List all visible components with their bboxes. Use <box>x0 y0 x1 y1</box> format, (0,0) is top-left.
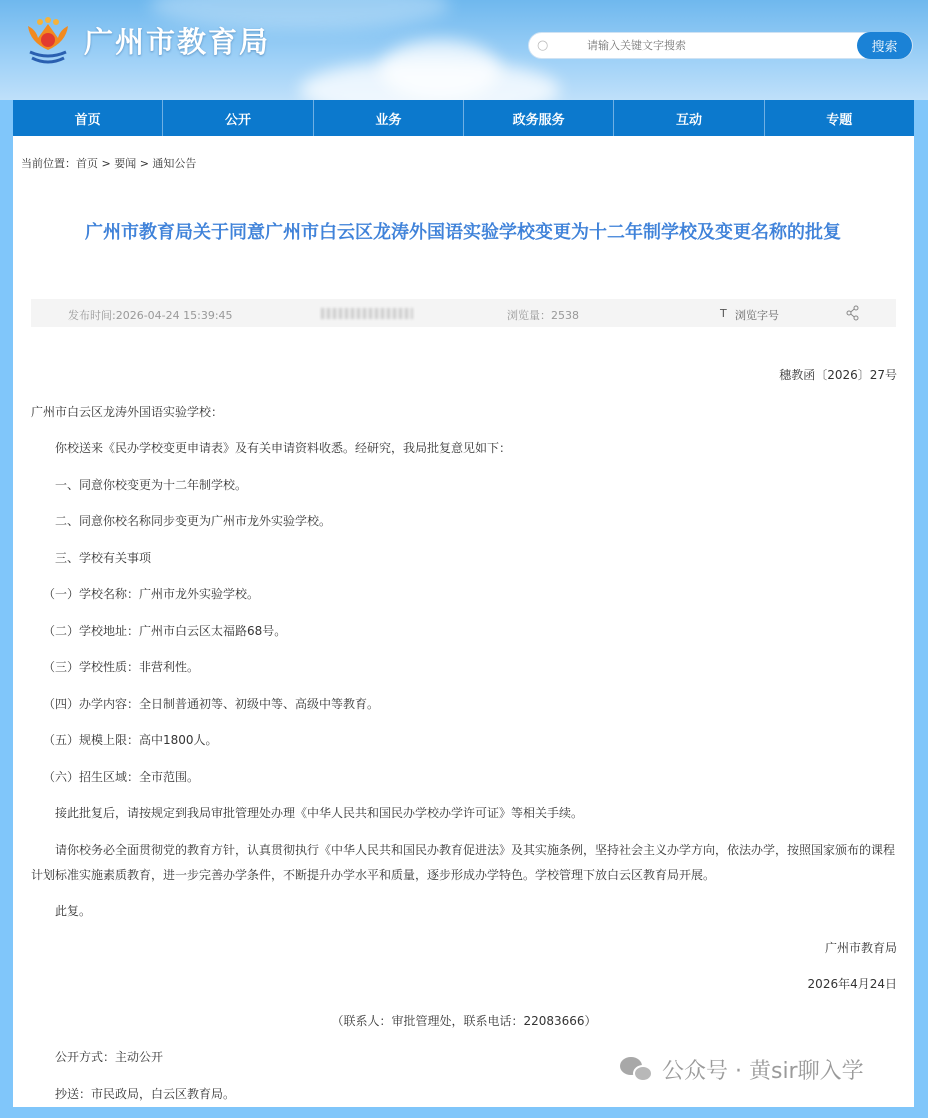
article-title: 广州市教育局关于同意广州市白云区龙涛外国语实验学校变更为十二年制学校及变更名称的批复 <box>85 222 841 243</box>
list-item: （四）办学内容：全日制普通初等、初级中等、高级中等教育。 <box>43 696 380 711</box>
date: 2026年4月24日 <box>807 977 897 991</box>
article-body <box>31 363 897 1118</box>
list-item: （五）规模上限：高中1800人。 <box>43 733 218 747</box>
nav-interaction[interactable]: 互动 <box>614 100 764 136</box>
list-item: （一）学校名称：广州市龙外实验学校。 <box>43 587 260 601</box>
publish-time: 发布时间:2026-04-24 15:39:45 <box>68 309 233 322</box>
search-bar <box>528 32 913 59</box>
search-input[interactable] <box>587 39 847 52</box>
search-button[interactable]: 搜索 <box>857 32 912 59</box>
paragraph: 三、学校有关事项 <box>55 550 152 565</box>
addressee: 广州市白云区龙涛外国语实验学校： <box>31 404 224 419</box>
site-name: 广州市教育局 <box>84 24 271 59</box>
paragraph: 一、同意你校变更为十二年制学校。 <box>55 477 248 492</box>
font-size-icon[interactable]: T <box>720 307 727 320</box>
nav-services[interactable]: 政务服务 <box>464 100 614 136</box>
paragraph: 二、同意你校名称同步变更为广州市龙外实验学校。 <box>55 514 332 528</box>
search-icon: ○ <box>537 38 549 53</box>
paragraph: 请你校务必全面贯彻党的教育方针，认真贯彻执行《中华人民共和国民办教育促进法》及其实施条例，坚持社会主义办学方向，依法办学，按照国家颁布的课程计划标准实施素质教育，进一步完善办学条件，不断提升办学水平和质量，逐步形成办学特色。学校管理下放白云区教育局开展。 <box>31 842 896 882</box>
main-nav <box>13 100 914 136</box>
blurred-source <box>321 308 413 319</box>
article-container <box>13 136 914 1107</box>
nav-business[interactable]: 业务 <box>314 100 464 136</box>
nav-public[interactable]: 公开 <box>163 100 313 136</box>
contact-info: （联系人：审批管理处，联系电话：22083666） <box>331 1013 597 1028</box>
list-item: （三）学校性质：非营利性。 <box>43 660 200 674</box>
paragraph: 你校送来《民办学校变更申请表》及有关申请资料收悉。经研究，我局批复意见如下： <box>55 441 512 455</box>
site-header <box>0 0 928 100</box>
logo-emblem-icon <box>22 16 74 64</box>
watermark-text: 公众号 · 黄sir聊入学 <box>662 1059 864 1084</box>
view-count: 浏览量：2538 <box>507 309 579 322</box>
breadcrumb[interactable]: 当前位置：首页 > 要闻 > 通知公告 <box>21 157 197 170</box>
disclosure: 公开方式：主动公开 <box>55 1050 164 1064</box>
list-item: （六）招生区域：全市范围。 <box>43 769 200 784</box>
site-logo[interactable] <box>22 16 270 64</box>
share-icon[interactable] <box>846 305 860 321</box>
article-info-bar <box>31 299 896 328</box>
paragraph: 此复。 <box>55 904 92 918</box>
nav-home[interactable]: 首页 <box>13 100 163 136</box>
paragraph: 接此批复后，请按规定到我局审批管理处办理《中华人民共和国民办学校办学许可证》等相关手续。 <box>55 806 584 820</box>
wechat-icon <box>620 1057 656 1083</box>
font-size-button[interactable]: 浏览字号 <box>735 309 779 322</box>
signature: 广州市教育局 <box>824 940 897 955</box>
watermark <box>620 1054 864 1085</box>
list-item: （二）学校地址：广州市白云区太福路68号。 <box>43 623 287 638</box>
nav-topics[interactable]: 专题 <box>826 112 853 128</box>
cc-list: 抄送：市民政局，白云区教育局。 <box>55 1086 236 1101</box>
document-number: 穗教函〔2026〕27号 <box>779 368 897 382</box>
